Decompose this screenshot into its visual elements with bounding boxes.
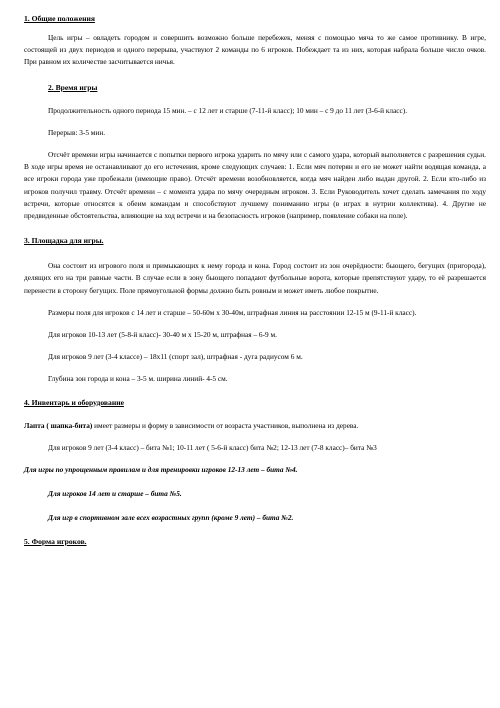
- section-2-paragraph-2: Перерыв: 3-5 мин.: [48, 127, 106, 137]
- section-3-paragraph-1: Она состоит из игрового поля и примыкающих к нему города и кона. Город состоит из зон очерёдности: бьющего, бегущих (пригорода), делящих его на три равные части. В случае если в зону бьющего попадают футбольные ворота, которые препятствуют удару, то её разрешается перенести в сторону бегущих. Поле прямоугольной формы должно быть ровным и может иметь любое покрытие.: [24, 261, 486, 295]
- section-4-paragraph-1: [24, 420, 486, 432]
- section-3-paragraph-3: Для игроков 10-13 лет (5-8-й класс)- 30-40 м х 15-20 м, штрафная – 6-9 м.: [48, 330, 277, 340]
- section-3-heading: 3. Площадка для игры.: [24, 236, 104, 246]
- document-page: [24, 14, 486, 547]
- section-1-heading: 1. Общие положения: [24, 14, 95, 23]
- section-2-paragraph-1: Продолжительность одного периода 15 мин. – с 12 лет и старше (7-11-й класс); 10 мин – с 9 до 11 лет (3-6-й класс).: [48, 105, 408, 115]
- section-4-paragraph-2: Для игроков 9 лет (3-4 класс) – бита №1; 10-11 лет ( 5-6-й класс) бита №2; 12-13 лет (7-8 класс)– бита №3: [48, 442, 377, 452]
- section-3-paragraph-4: Для игроков 9 лет (3-4 классе) – 18х11 (спорт зал), штрафная - дуга радиусом 6 м.: [48, 352, 303, 362]
- section-2-heading: [24, 83, 486, 93]
- section-4-paragraph-3: Для игры по упрощенным правилам и для тренировки игроков 12-13 лет – бита №4.: [24, 465, 298, 475]
- section-2-heading-text: 2. Время игры: [48, 82, 98, 92]
- section-1-paragraph: Цель игры – овладеть городом и совершить возможно больше перебежек, меняя с помощью мяча то же самое противнику. В игре, состоящей из двух периодов и одного перерыва, участвуют 2 команды по 6 игроков. Побеждает та из них, которая набрала больше число очков. При равном их количестве засчитывается ничья.: [24, 33, 486, 67]
- section-3-paragraph-2: Размеры поля для игроков с 14 лет и старше – 50-60м х 30-40м, штрафная линия на расстоянии 12-15 м (9-11-й класс).: [48, 307, 417, 317]
- section-4-paragraph-5: Для игр в спортивном зале всех возрастных групп (кроме 9 лет) – бита №2.: [48, 513, 294, 523]
- section-4-paragraph-4: Для игроков 14 лет и старше – бита №5.: [48, 489, 182, 499]
- lapta-description: имеет размеры и форму в зависимости от возраста участников, выполнена из дерева.: [92, 420, 359, 430]
- lapta-term: Лапта ( шапка-бита): [24, 420, 93, 430]
- section-5-heading: 5. Форма игроков.: [24, 536, 87, 546]
- section-4-heading: 4. Инвентарь и оборудование: [24, 397, 124, 407]
- section-2-paragraph-3: Отсчёт времени игры начинается с попытки первого игрока ударить по мячу или с самого удара, который выполняется с разрешения судьи. В ходе игры время не останавливают до его истечения, кроме следующих случаев: 1. Если мяч потерян и его не может найти водящая команда, а все игроки города уже пробежали (имеющие право). Отсчёт времени возобновляется, когда мяч найден либо выдан другой. 2. Если кто-либо из игроков получил травму. Отсчёт времени – с момента удара по мячу очередным игроком. 3. Если Руководитель хочет сделать замечания по ходу встречи, которые относятся к обеим командам и способствуют лучшему пониманию игры (в играх в нутрии коллектива). 4. Другие не предвиденные обстоятельства, влияющие на ход встречи и на безопасность игроков (например, появление собаки на поле).: [24, 150, 486, 221]
- section-3-paragraph-5: Глубина зон города и кона – 3-5 м. ширина линий- 4-5 см.: [48, 374, 228, 384]
